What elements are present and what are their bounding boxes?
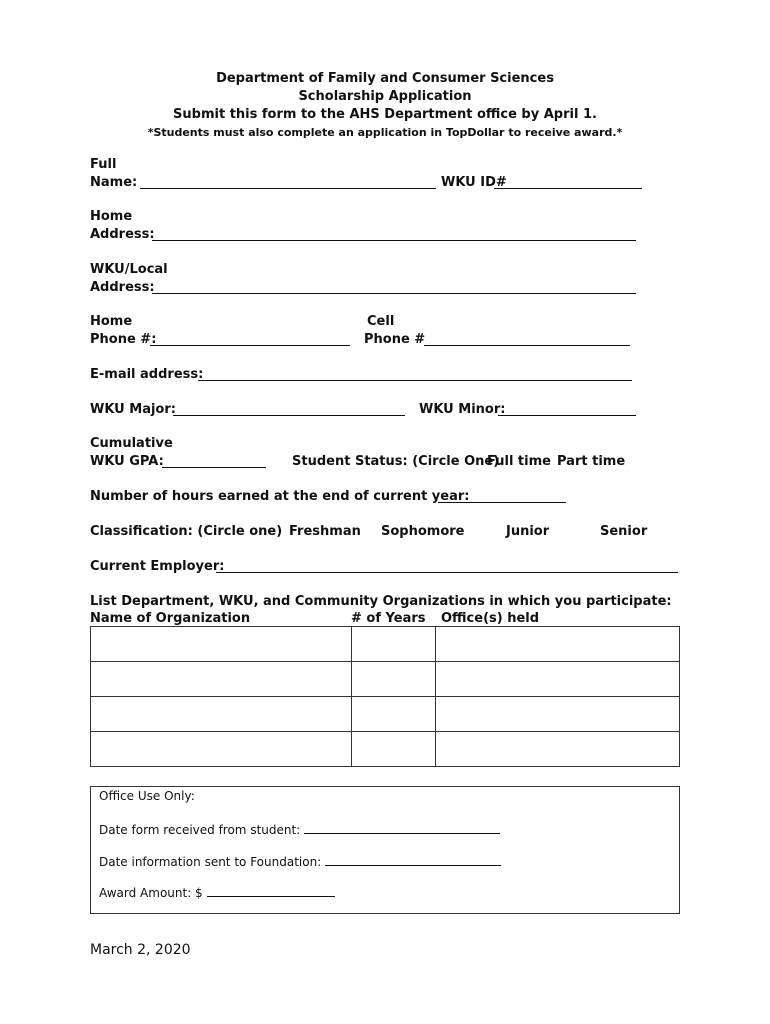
topdollar-note: *Students must also complete an application in TopDollar to receive award.* [147, 126, 623, 139]
home-address-field[interactable] [152, 240, 636, 241]
email-field[interactable] [198, 380, 632, 381]
full-name-label: Name: [90, 175, 138, 190]
award-amount-label: Award Amount: $ [99, 886, 203, 900]
major-label: WKU Major: [90, 402, 176, 417]
cell-phone-label: Phone # [364, 332, 426, 347]
local-address-label: Address: [90, 280, 155, 295]
date-sent-row [99, 853, 501, 869]
status-part-time-option[interactable]: Part time [557, 454, 626, 469]
wku-id-field[interactable] [494, 188, 642, 189]
full-name-field[interactable] [140, 188, 436, 189]
col-header-office: Office(s) held [441, 611, 540, 626]
class-junior-option[interactable]: Junior [506, 524, 550, 539]
home-address-label: Address: [90, 227, 155, 242]
department-title: Department of Family and Consumer Sciences [216, 71, 554, 86]
office-use-title: Office Use Only: [99, 789, 195, 803]
col-header-years: # of Years [351, 611, 426, 626]
classification-label: Classification: (Circle one) [90, 524, 283, 539]
years-cell[interactable] [352, 732, 436, 767]
minor-field[interactable] [498, 415, 636, 416]
organizations-table [90, 626, 680, 767]
office-use-box [90, 786, 680, 914]
class-freshman-option[interactable]: Freshman [289, 524, 361, 539]
organization-name-cell[interactable] [91, 732, 352, 767]
col-header-organization: Name of Organization [90, 611, 251, 626]
award-amount-row [99, 884, 335, 900]
organization-name-cell[interactable] [91, 627, 352, 662]
home-phone-field[interactable] [150, 345, 350, 346]
organization-name-cell[interactable] [91, 662, 352, 697]
submission-instructions: Submit this form to the AHS Department office by April 1. [173, 107, 597, 122]
date-sent-label: Date information sent to Foundation: [99, 855, 322, 869]
employer-field[interactable] [216, 572, 678, 573]
form-title: Scholarship Application [298, 89, 472, 104]
class-senior-option[interactable]: Senior [600, 524, 648, 539]
award-amount-field[interactable] [207, 884, 335, 897]
gpa-label: WKU GPA: [90, 454, 164, 469]
local-address-field[interactable] [152, 293, 636, 294]
hours-earned-label: Number of hours earned at the end of current year: [90, 489, 470, 504]
date-received-field[interactable] [304, 821, 500, 834]
home-phone-label: Phone #: [90, 332, 157, 347]
organization-name-cell[interactable] [91, 697, 352, 732]
table-row [91, 732, 680, 767]
revision-date: March 2, 2020 [90, 942, 191, 958]
home-phone-label-line1: Home [90, 314, 133, 329]
hours-earned-field[interactable] [438, 502, 566, 503]
years-cell[interactable] [352, 697, 436, 732]
office-held-cell[interactable] [436, 627, 680, 662]
home-address-label-line1: Home [90, 209, 133, 224]
table-row [91, 697, 680, 732]
full-name-label-line1: Full [90, 157, 117, 172]
office-held-cell[interactable] [436, 732, 680, 767]
date-sent-field[interactable] [325, 853, 501, 866]
office-held-cell[interactable] [436, 662, 680, 697]
date-received-label: Date form received from student: [99, 823, 301, 837]
years-cell[interactable] [352, 662, 436, 697]
student-status-label: Student Status: (Circle One) [292, 454, 500, 469]
status-full-time-option[interactable]: Full time [487, 454, 551, 469]
minor-label: WKU Minor: [419, 402, 506, 417]
cell-phone-label-line1: Cell [367, 314, 395, 329]
office-held-cell[interactable] [436, 697, 680, 732]
major-field[interactable] [173, 415, 405, 416]
gpa-label-line1: Cumulative [90, 436, 173, 451]
years-cell[interactable] [352, 627, 436, 662]
table-row [91, 627, 680, 662]
table-row [91, 662, 680, 697]
local-address-label-line1: WKU/Local [90, 262, 168, 277]
email-label: E-mail address: [90, 367, 204, 382]
wku-id-label: WKU ID# [441, 175, 507, 190]
employer-label: Current Employer: [90, 559, 225, 574]
class-sophomore-option[interactable]: Sophomore [381, 524, 465, 539]
cell-phone-field[interactable] [424, 345, 630, 346]
gpa-field[interactable] [162, 467, 266, 468]
organizations-intro: List Department, WKU, and Community Organizations in which you participate: [90, 594, 672, 609]
date-received-row [99, 821, 500, 837]
